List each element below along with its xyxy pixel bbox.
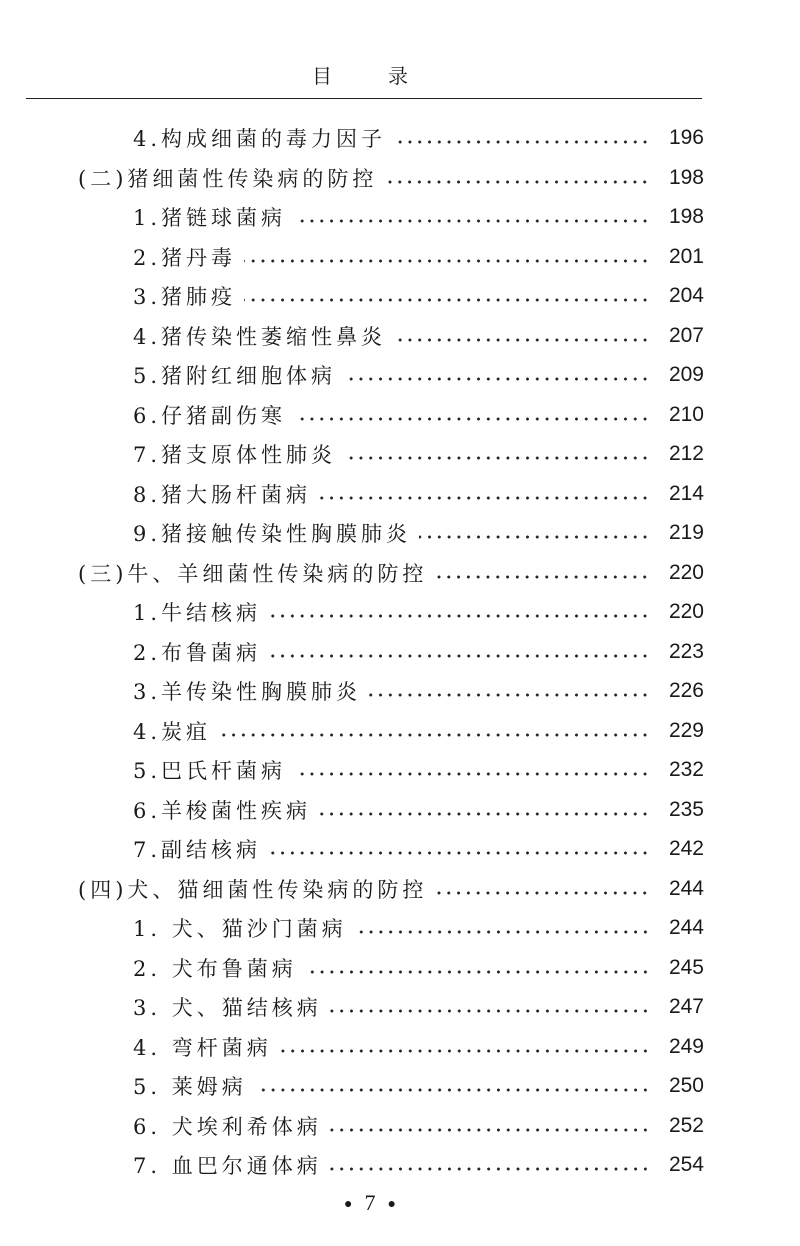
toc-entry-page: 229 <box>668 718 704 742</box>
toc-section-label: (二)猪细菌性传染病的防控 <box>78 166 378 191</box>
toc-leader-dots <box>269 614 650 618</box>
toc-section-page: 244 <box>668 876 704 900</box>
bullet-icon: ● <box>387 1196 396 1212</box>
toc-entry-label: 4.构成细菌的毒力因子 <box>133 127 387 151</box>
toc-entry-label: 6. 犬埃利希体病 <box>133 1114 322 1139</box>
toc-entry-label: 1.牛结核病 <box>133 601 262 625</box>
toc-leader-dots <box>255 1088 650 1092</box>
page-number: 7 <box>364 1190 376 1215</box>
toc-entry[interactable] <box>133 355 704 395</box>
toc-entry-label: 5. 莱姆病 <box>133 1075 247 1099</box>
toc-entry-page: 247 <box>668 995 704 1018</box>
toc-entry-label: 3.猪肺疫 <box>133 285 237 309</box>
toc-entry-page: 201 <box>668 244 704 268</box>
toc-leader-dots <box>305 970 650 974</box>
toc-entry[interactable] <box>133 987 704 1027</box>
toc-entry-page: 252 <box>668 1113 704 1137</box>
toc-leader-dots <box>435 891 650 895</box>
toc-entry[interactable] <box>133 592 704 632</box>
toc-entry-page: 198 <box>668 205 704 228</box>
toc-entry-label: 5.猪附红细胞体病 <box>133 364 337 388</box>
toc-leader-dots <box>385 180 650 184</box>
toc-entry[interactable] <box>133 1145 704 1185</box>
toc-entry[interactable] <box>133 790 704 830</box>
toc-entry-label: 2.布鲁菌病 <box>133 640 262 665</box>
toc-entry-label: 9.猪接触传染性胸膜肺炎 <box>133 522 412 546</box>
toc-entry-label: 1.猪链球菌病 <box>133 206 287 230</box>
toc-entry-page: 212 <box>668 442 704 465</box>
toc-leader-dots <box>294 219 650 223</box>
toc-section-page: 198 <box>668 165 704 189</box>
toc-entry-page: 242 <box>668 837 704 860</box>
toc-entry[interactable] <box>133 197 704 237</box>
bullet-icon: ● <box>344 1196 353 1212</box>
toc-entry-page: 210 <box>668 402 704 426</box>
header-divider <box>26 98 702 99</box>
toc-entry-page: 244 <box>668 916 704 939</box>
toc-leader-dots <box>294 772 650 776</box>
toc-entry-label: 8.猪大肠杆菌病 <box>133 482 312 507</box>
toc-entry-page: 204 <box>668 284 704 307</box>
toc-entry[interactable] <box>133 434 704 474</box>
toc-entry[interactable] <box>133 316 704 356</box>
toc-section-label: (三)牛、羊细菌性传染病的防控 <box>78 561 428 586</box>
toc-leader-dots <box>355 930 650 934</box>
toc-entry-label: 6.仔猪副伤寒 <box>133 403 287 428</box>
toc-entry-label: 7.副结核病 <box>133 838 262 862</box>
toc-leader-dots <box>369 693 650 697</box>
toc-leader-dots <box>330 1128 650 1132</box>
toc-entry-page: 223 <box>668 639 704 663</box>
toc-entry-label: 4. 弯杆菌病 <box>133 1035 272 1060</box>
toc-entry-label: 2. 犬布鲁菌病 <box>133 956 297 981</box>
toc-entry-page: 209 <box>668 363 704 386</box>
toc-entry-label: 7.猪支原体性肺炎 <box>133 443 337 467</box>
toc-entry-page: 196 <box>668 126 704 149</box>
toc-leader-dots <box>244 298 650 302</box>
toc-leader-dots <box>344 377 650 381</box>
toc-entry-label: 3.羊传染性胸膜肺炎 <box>133 680 362 704</box>
toc-entry-page: 235 <box>668 797 704 821</box>
toc-entry[interactable] <box>133 237 704 277</box>
toc-entry[interactable] <box>133 1106 704 1146</box>
toc-entry[interactable] <box>133 276 704 316</box>
toc-entry-page: 219 <box>668 521 704 544</box>
toc-section[interactable] <box>78 158 704 198</box>
toc-entry[interactable] <box>133 395 704 435</box>
toc-entry-page: 232 <box>668 758 704 781</box>
toc-leader-dots <box>344 456 650 460</box>
toc-entry[interactable] <box>133 711 704 751</box>
toc-entry-label: 7. 血巴尔通体病 <box>133 1154 322 1178</box>
toc-entry-label: 2.猪丹毒 <box>133 245 237 270</box>
toc-entry-page: 250 <box>668 1074 704 1097</box>
toc-leader-dots <box>394 338 650 342</box>
toc-section[interactable] <box>78 553 704 593</box>
toc-entry[interactable] <box>133 750 704 790</box>
toc-entry[interactable] <box>133 632 704 672</box>
toc-entry-label: 1. 犬、猫沙门菌病 <box>133 917 347 941</box>
toc-leader-dots <box>269 654 650 658</box>
toc-section[interactable] <box>78 869 704 909</box>
toc-entry[interactable] <box>133 1027 704 1067</box>
toc-entry-label: 6.羊梭菌性疾病 <box>133 798 312 823</box>
toc-leader-dots <box>244 259 650 263</box>
toc-leader-dots <box>319 812 650 816</box>
toc-leader-dots <box>435 575 650 579</box>
toc-section-page: 220 <box>668 560 704 584</box>
toc-entry-page: 207 <box>668 323 704 347</box>
toc-leader-dots <box>269 851 650 855</box>
toc-entry[interactable] <box>133 513 704 553</box>
toc-entry-page: 245 <box>668 955 704 979</box>
page-title: 目录 <box>312 64 464 88</box>
toc-entry-page: 226 <box>668 679 704 702</box>
toc-entry[interactable] <box>133 671 704 711</box>
toc-leader-dots <box>330 1009 650 1013</box>
toc-entry-label: 5.巴氏杆菌病 <box>133 759 287 783</box>
toc-entry-page: 254 <box>668 1153 704 1176</box>
toc-leader-dots <box>319 496 650 500</box>
toc-leader-dots <box>419 535 650 539</box>
toc-entry[interactable] <box>133 118 704 158</box>
toc-leader-dots <box>330 1167 650 1171</box>
toc-entry-label: 4.猪传染性萎缩性鼻炎 <box>133 324 387 349</box>
toc-leader-dots <box>219 733 650 737</box>
toc-entry-label: 4.炭疽 <box>133 719 212 744</box>
toc-entry-page: 220 <box>668 600 704 623</box>
toc-entry[interactable] <box>133 474 704 514</box>
toc-entry-label: 3. 犬、猫结核病 <box>133 996 322 1020</box>
toc-entry[interactable] <box>133 1066 704 1106</box>
toc-entry-page: 249 <box>668 1034 704 1058</box>
toc-entry[interactable] <box>133 829 704 869</box>
toc-leader-dots <box>394 140 650 144</box>
page-number-footer <box>0 1190 740 1216</box>
toc-section-label: (四)犬、猫细菌性传染病的防控 <box>78 877 428 902</box>
toc-leader-dots <box>280 1049 650 1053</box>
toc-entry[interactable] <box>133 948 704 988</box>
toc-leader-dots <box>294 417 650 421</box>
toc-entry[interactable] <box>133 908 704 948</box>
toc-entry-page: 214 <box>668 481 704 505</box>
